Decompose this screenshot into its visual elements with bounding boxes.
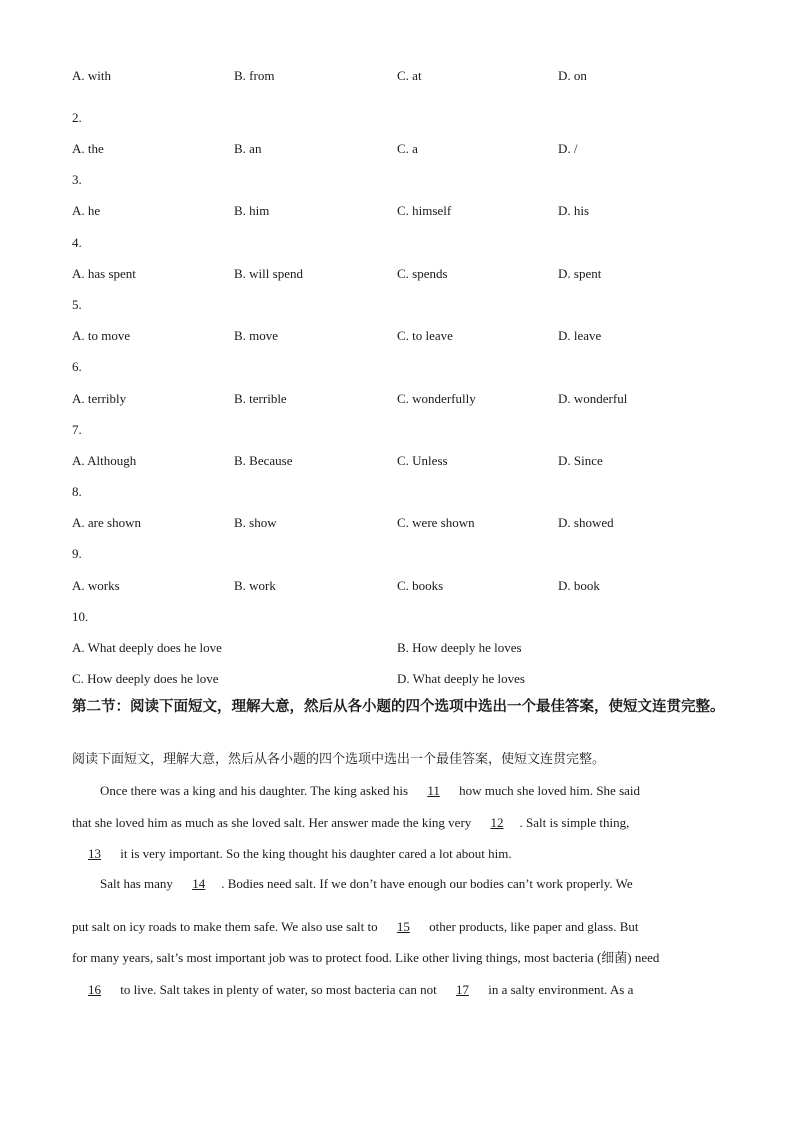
option-d[interactable]: D. showed xyxy=(558,515,614,530)
option-c[interactable]: C. Unless xyxy=(397,453,448,468)
option-a[interactable]: A. with xyxy=(72,68,111,83)
option-d[interactable]: D. book xyxy=(558,578,600,593)
passage-text: other products, like paper and glass. But xyxy=(425,919,639,934)
option-a[interactable]: A. are shown xyxy=(72,515,141,530)
option-d[interactable]: D. Since xyxy=(558,453,603,468)
option-d[interactable]: D. on xyxy=(558,68,587,83)
option-b[interactable]: B. How deeply he loves xyxy=(397,640,522,655)
question-7-options xyxy=(72,452,732,470)
option-c[interactable]: C. books xyxy=(397,578,444,593)
passage-line xyxy=(100,782,724,800)
section-heading: 第二节：阅读下面短文，理解大意，然后从各小题的四个选项中选出一个最佳答案，使短文连贯完整。 xyxy=(72,699,725,715)
question-9-options xyxy=(72,577,732,595)
option-a[interactable]: A. Although xyxy=(72,453,137,468)
blank-12[interactable]: 12 xyxy=(490,815,504,830)
question-3-options xyxy=(72,202,732,220)
blank-14[interactable]: 14 xyxy=(192,876,206,891)
passage-text: that she loved him as much as she loved salt. Her answer made the king very xyxy=(72,815,475,830)
passage-line xyxy=(72,981,724,999)
passage-line xyxy=(72,845,724,863)
passage-line xyxy=(72,918,724,936)
question-number: 8. xyxy=(72,484,82,499)
question-10-options-row2 xyxy=(72,670,732,688)
question-10-options-row1 xyxy=(72,639,732,657)
option-c[interactable]: C. spends xyxy=(397,266,448,281)
option-c[interactable]: C. at xyxy=(397,68,422,83)
option-b[interactable]: B. show xyxy=(234,515,277,530)
blank-11[interactable]: 11 xyxy=(427,783,440,798)
option-d[interactable]: D. his xyxy=(558,203,590,218)
option-d[interactable]: D. spent xyxy=(558,266,602,281)
question-8-options xyxy=(72,514,732,532)
question-number: 9. xyxy=(72,546,82,561)
question-2-options xyxy=(72,140,732,158)
passage-line xyxy=(100,875,724,893)
passage-text: in a salty environment. As a xyxy=(484,982,634,997)
passage-text: . Bodies need salt. If we don’t have enough our bodies can’t work properly. We xyxy=(221,876,633,891)
blank-13[interactable]: 13 xyxy=(88,846,101,861)
option-d[interactable]: D. What deeply he loves xyxy=(397,671,525,686)
passage-text: to live. Salt takes in plenty of water, so most bacteria can not xyxy=(117,982,440,997)
question-number: 7. xyxy=(72,422,82,437)
option-c[interactable]: C. a xyxy=(397,141,418,156)
option-b[interactable]: B. work xyxy=(234,578,276,593)
passage-text: put salt on icy roads to make them safe. We also use salt to xyxy=(72,919,381,934)
blank-15[interactable]: 15 xyxy=(396,919,410,934)
option-c[interactable]: C. to leave xyxy=(397,328,453,343)
passage-text: it is very important. So the king thought his daughter cared a lot about him. xyxy=(117,846,512,861)
question-number: 10. xyxy=(72,609,89,624)
option-a[interactable]: A. he xyxy=(72,203,101,218)
blank-17[interactable]: 17 xyxy=(455,982,469,997)
question-number: 4. xyxy=(72,235,82,250)
section-instruction: 阅读下面短文，理解大意，然后从各小题的四个选项中选出一个最佳答案，使短文连贯完整。 xyxy=(72,752,606,767)
question-number: 3. xyxy=(72,172,82,187)
option-d[interactable]: D. wonderful xyxy=(558,391,628,406)
passage-text: how much she loved him. She said xyxy=(455,783,641,798)
option-c[interactable]: C. wonderfully xyxy=(397,391,476,406)
option-c[interactable]: C. were shown xyxy=(397,515,475,530)
option-a[interactable]: A. What deeply does he love xyxy=(72,640,222,655)
question-number: 6. xyxy=(72,359,82,374)
question-5-options xyxy=(72,327,732,345)
option-d[interactable]: D. / xyxy=(558,141,578,156)
option-a[interactable]: A. the xyxy=(72,141,104,156)
option-c[interactable]: C. How deeply does he love xyxy=(72,671,219,686)
passage-line: for many years, salt’s most important job was to protect food. Like other living things, most bacteria (细菌) need xyxy=(72,950,660,965)
option-b[interactable]: B. move xyxy=(234,328,279,343)
option-d[interactable]: D. leave xyxy=(558,328,602,343)
passage-line xyxy=(72,814,724,832)
option-b[interactable]: B. will spend xyxy=(234,266,303,281)
option-b[interactable]: B. from xyxy=(234,68,275,83)
option-a[interactable]: A. has spent xyxy=(72,266,136,281)
question-number: 5. xyxy=(72,297,82,312)
option-c[interactable]: C. himself xyxy=(397,203,452,218)
question-4-options xyxy=(72,265,732,283)
option-a[interactable]: A. works xyxy=(72,578,120,593)
passage-text: . Salt is simple thing, xyxy=(519,815,630,830)
passage-text: Salt has many xyxy=(100,876,177,891)
passage-text: Once there was a king and his daughter. The king asked his xyxy=(100,783,412,798)
option-a[interactable]: A. to move xyxy=(72,328,131,343)
question-6-options xyxy=(72,390,732,408)
option-b[interactable]: B. terrible xyxy=(234,391,287,406)
question-1-options xyxy=(72,67,732,85)
option-b[interactable]: B. Because xyxy=(234,453,293,468)
blank-16[interactable]: 16 xyxy=(88,982,101,997)
question-number: 2. xyxy=(72,110,82,125)
option-a[interactable]: A. terribly xyxy=(72,391,127,406)
option-b[interactable]: B. an xyxy=(234,141,262,156)
option-b[interactable]: B. him xyxy=(234,203,270,218)
